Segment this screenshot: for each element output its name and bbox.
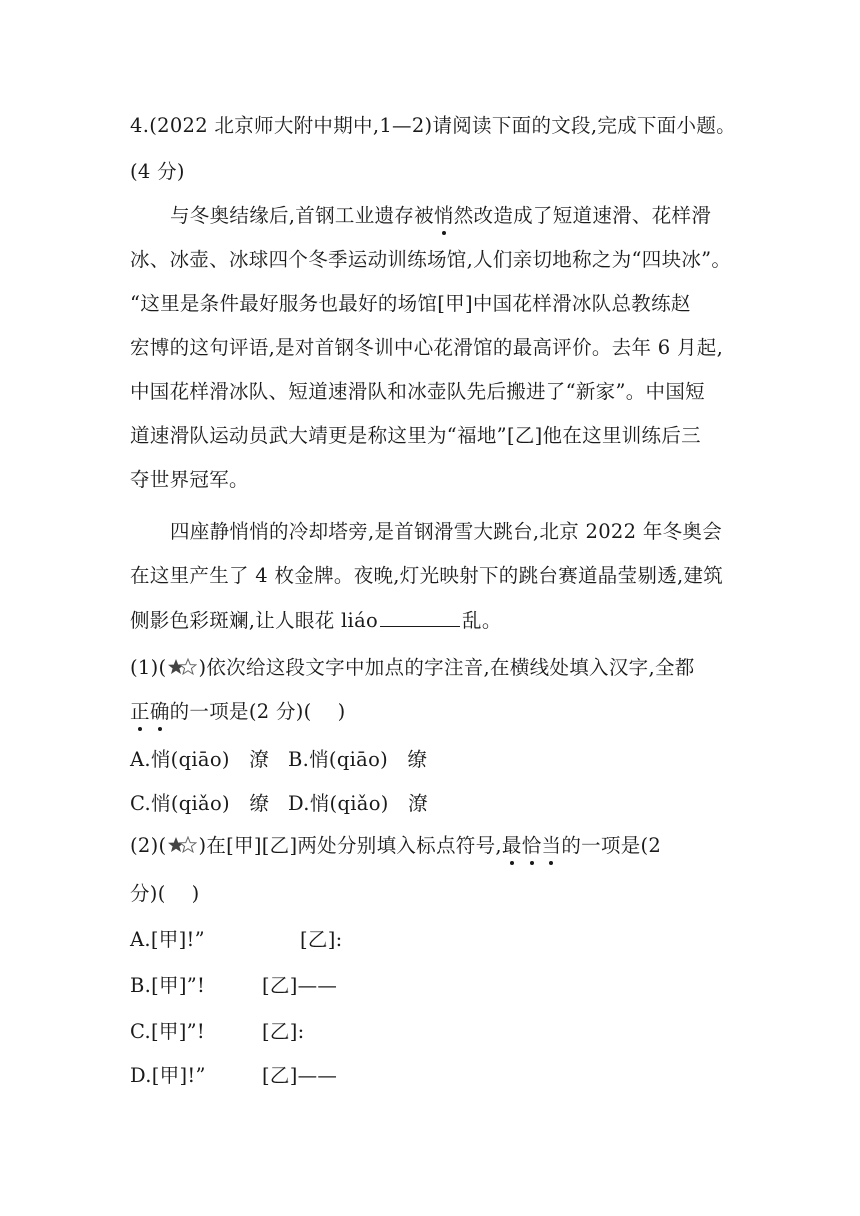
passage-text: 中国花样滑冰队、短道速滑队和冰壶队先后搬进了“新家”。中国短 [130, 380, 705, 403]
passage-line [130, 424, 750, 448]
option-a[interactable]: A.悄(qiāo) 潦 [130, 748, 270, 771]
option-d[interactable]: D.悄(qiǎo) 潦 [288, 792, 428, 815]
passage-text: 夺世界冠军。 [130, 468, 249, 491]
passage-line [170, 204, 790, 228]
passage-line [130, 564, 750, 588]
q1-stem-line [130, 656, 750, 680]
q1-options-row [130, 748, 750, 772]
q1-stem-line [130, 700, 750, 724]
passage-text: 然改造成了短道速滑、花样滑 [453, 204, 712, 227]
passage-text: 冰、冰壶、冰球四个冬季运动训练场馆,人们亲切地称之为“四块冰”。 [130, 248, 732, 271]
passage-line [130, 608, 750, 633]
question-header-text: 4.(2022 北京师大附中期中,1—2)请阅读下面的文段,完成下面小题。 [130, 114, 736, 137]
passage-line [130, 468, 750, 492]
q1-prefix: (1)( [130, 656, 167, 679]
passage-text: 在这里产生了 4 枚金牌。夜晚,灯光映射下的跳台赛道晶莹剔透,建筑 [130, 564, 724, 587]
q2-stem-text: 的一项是(2 [561, 834, 662, 857]
passage-line [130, 336, 750, 360]
q2-stem-text: )在[甲][乙]两处分别填入标点符号, [198, 834, 502, 857]
passage-text: 宏博的这句评语,是对首钢冬训中心花滑馆的最高评价。去年 6 月起, [130, 336, 724, 359]
passage-line [130, 248, 750, 272]
option-b[interactable]: B.悄(qiāo) 缭 [288, 748, 428, 771]
question-score [130, 160, 750, 184]
q1-stem-text: 的一项是(2 分)( [169, 700, 312, 723]
passage-line [130, 292, 750, 316]
dotted-character: 正 [130, 700, 150, 723]
passage-text: 乱。 [462, 609, 502, 632]
passage-text: “这里是条件最好服务也最好的场馆[甲]中国花样滑冰队总教练赵 [130, 292, 691, 315]
option-c[interactable]: C.悄(qiǎo) 缭 [130, 792, 270, 815]
dotted-character: 当 [541, 834, 562, 857]
dotted-character: 悄 [433, 204, 454, 227]
option-b[interactable]: B.[甲]”! [乙]—— [130, 974, 338, 997]
option-c[interactable]: C.[甲]”! [乙]: [130, 1020, 305, 1043]
q1-stem-close: ) [337, 700, 346, 723]
question-header [130, 114, 750, 138]
passage-text: 四座静悄悄的冷却塔旁,是首钢滑雪大跳台,北京 2022 年冬奥会 [170, 520, 723, 543]
q2-stem-line [130, 834, 750, 858]
passage-text: 与冬奥结缘后,首钢工业遗存被 [170, 204, 434, 227]
q2-stem-close: ) [191, 882, 200, 905]
fill-in-blank[interactable] [380, 608, 460, 627]
passage-line [170, 520, 790, 544]
passage-text: 道速滑队运动员武大靖更是称这里为“福地”[乙]他在这里训练后三 [130, 424, 701, 447]
dotted-character: 恰 [521, 834, 542, 857]
q1-options-row [130, 792, 750, 816]
q2-stem-line [130, 882, 750, 906]
option-a[interactable]: A.[甲]!” [乙]: [130, 928, 343, 951]
passage-line [130, 380, 750, 404]
two-star-difficulty-icon [167, 835, 197, 855]
passage-text: 侧影色彩斑斓,让人眼花 liáo [130, 609, 379, 632]
q2-stem-text: 分)( [130, 882, 166, 905]
option-d[interactable]: D.[甲]!” [乙]—— [130, 1064, 338, 1087]
q1-stem-text: )依次给这段文字中加点的字注音,在横线处填入汉字,全都 [198, 656, 695, 679]
dotted-character: 最 [501, 834, 522, 857]
dotted-character: 确 [149, 700, 170, 723]
two-star-difficulty-icon [167, 657, 197, 677]
q2-prefix: (2)( [130, 834, 167, 857]
question-score-text: (4 分) [130, 160, 185, 183]
